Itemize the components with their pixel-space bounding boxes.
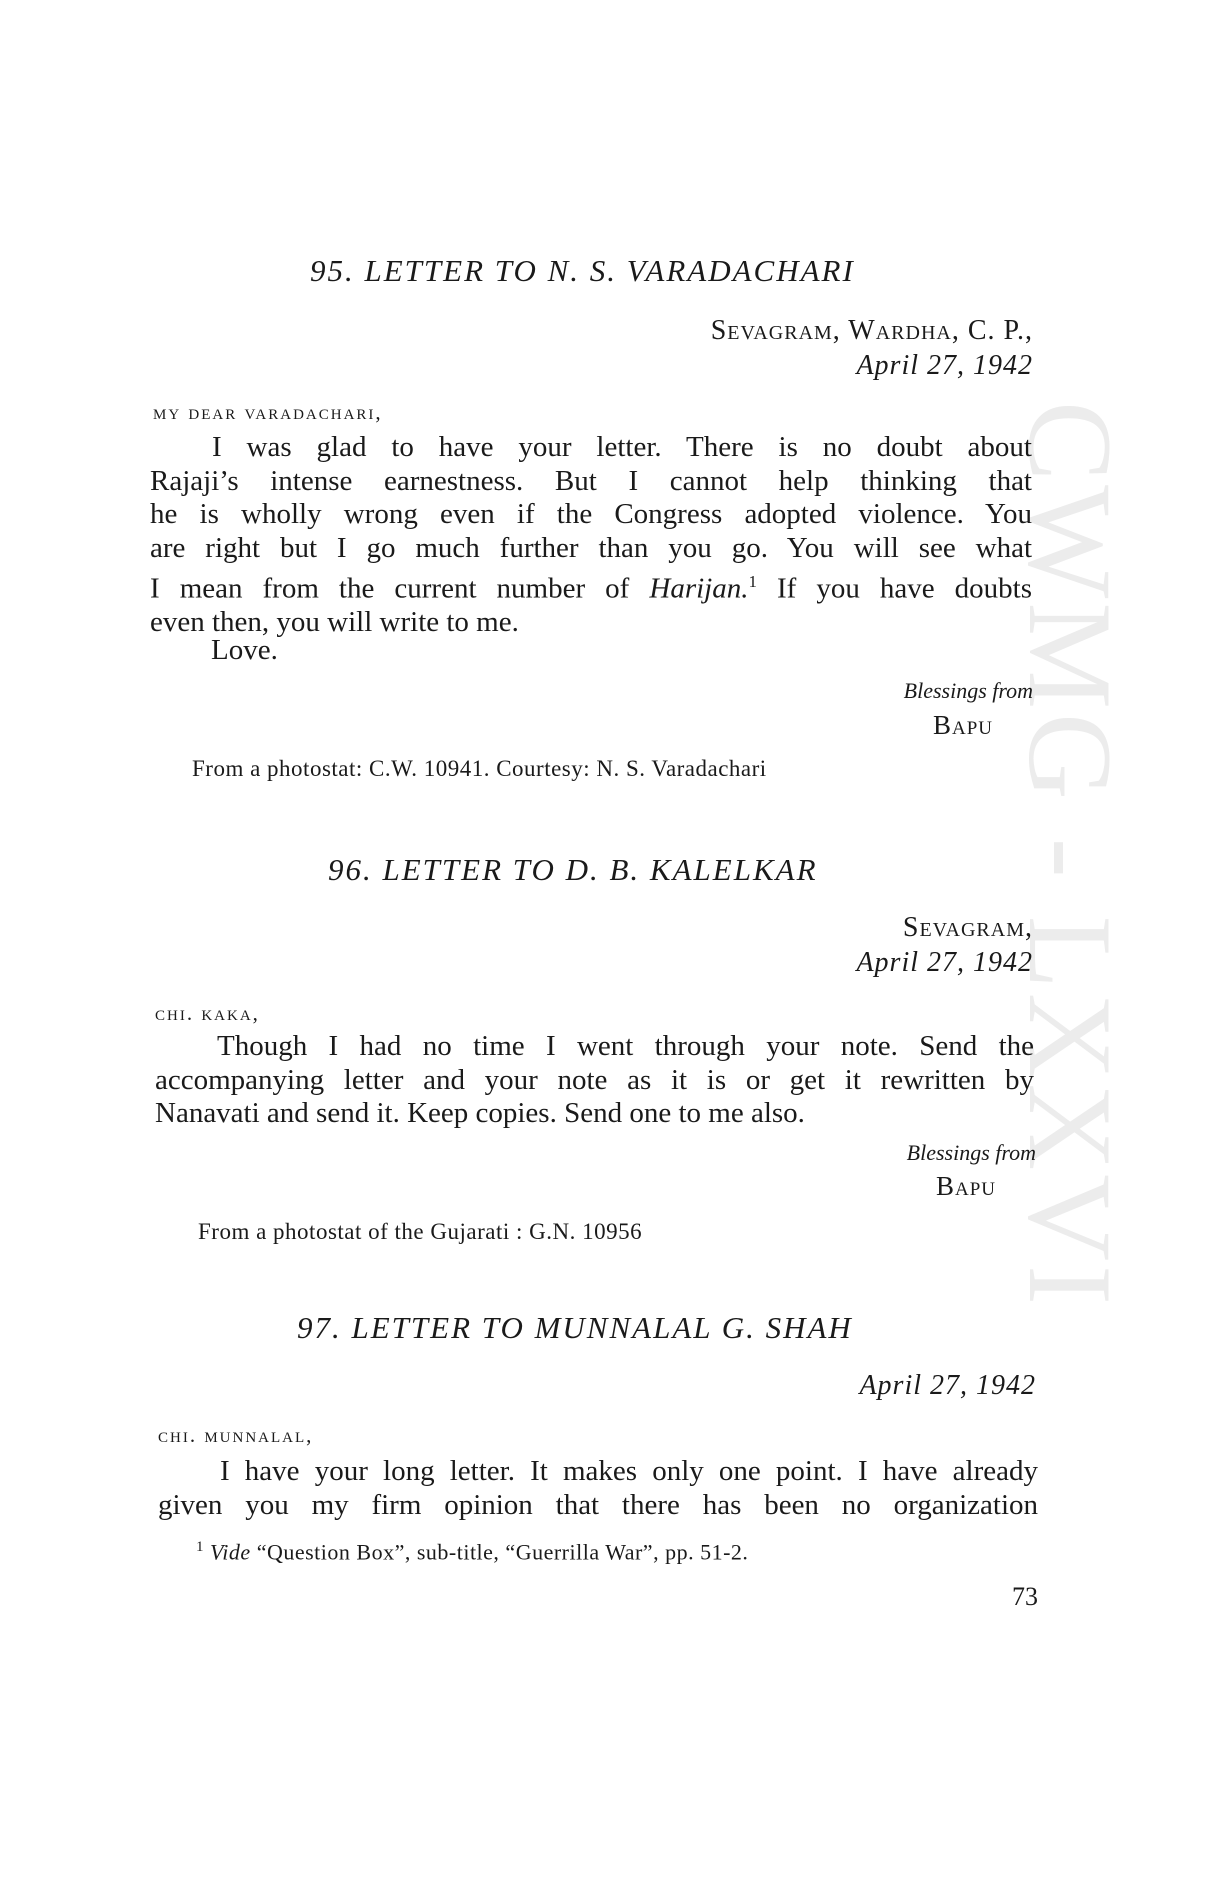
letter-95-heading: 95. LETTER TO N. S. VARADACHARI (310, 253, 855, 288)
body-line: given you my firm opinion that there has been no organization (158, 1488, 1038, 1521)
harijan-italic: Harijan. (649, 572, 749, 605)
body-line: accompanying letter and your note as it is or get it rewritten by (155, 1063, 1034, 1096)
body-line: Rajaji’s intense earnestness. But I cannot help thinking that (150, 464, 1032, 497)
letter-96-date: April 27, 1942 (856, 947, 1033, 978)
page-number: 73 (1012, 1582, 1038, 1611)
body-line: I was glad to have your letter. There is no doubt about (212, 431, 1032, 463)
letter-96-place: Sevagram, (902, 912, 1033, 943)
footnote-ref: 1 (748, 572, 757, 591)
letter-96-source: From a photostat of the Gujarati : G.N. 10956 (198, 1219, 643, 1244)
letter-95-closing: Love. (211, 634, 278, 666)
letter-95-date: April 27, 1942 (856, 350, 1033, 381)
letter-95-salutation: my dear varadachari, (153, 400, 383, 424)
letter-96-blessings: Blessings from (906, 1140, 1036, 1165)
cwmg-watermark: CWMG - LXXVI (1004, 401, 1137, 1309)
footnote-marker: 1 (196, 1539, 204, 1555)
letter-95-signature: Bapu (932, 710, 993, 740)
letter-95-body (150, 431, 1032, 640)
letter-96-heading: 96. LETTER TO D. B. KALELKAR (328, 852, 818, 887)
body-line: he is wholly wrong even if the Congress adopted violence. You (150, 498, 1032, 530)
letter-96-body (155, 1030, 1034, 1131)
footnote-italic: Vide (210, 1539, 251, 1565)
letter-97-salutation: chi. munnalal, (158, 1423, 314, 1447)
letter-96-salutation: chi. kaka, (155, 1001, 260, 1025)
body-line: are right but I go much further than you go. You will see what (150, 531, 1032, 564)
footnote-text: “Question Box”, sub-title, “Guerrilla War”, pp. 51-2. (250, 1539, 749, 1565)
body-line: even then, you will write to me. (150, 606, 519, 639)
body-line: Nanavati and send it. Keep copies. Send one to me also. (155, 1097, 805, 1129)
body-line-text-after-ref: If you have doubts (756, 572, 1033, 605)
letter-97-date: April 27, 1942 (859, 1370, 1036, 1401)
letter-97-body (158, 1455, 1038, 1522)
body-line: I have your long letter. It makes only one point. I have already (220, 1455, 1038, 1487)
letter-95-source: From a photostat: C.W. 10941. Courtesy: N. S. Varadachari (192, 756, 767, 781)
letter-96-signature: Bapu (935, 1171, 996, 1201)
letter-95-blessings: Blessings from (903, 678, 1033, 703)
footnote (196, 1539, 748, 1565)
body-line: Though I had no time I went through your note. Send the (217, 1030, 1034, 1062)
body-line-text: I mean from the current number of (150, 572, 630, 605)
letter-95-place: Sevagram, Wardha, C. P., (710, 315, 1033, 346)
body-line-with-footnote (150, 565, 1032, 606)
letter-97-heading: 97. LETTER TO MUNNALAL G. SHAH (297, 1310, 853, 1345)
